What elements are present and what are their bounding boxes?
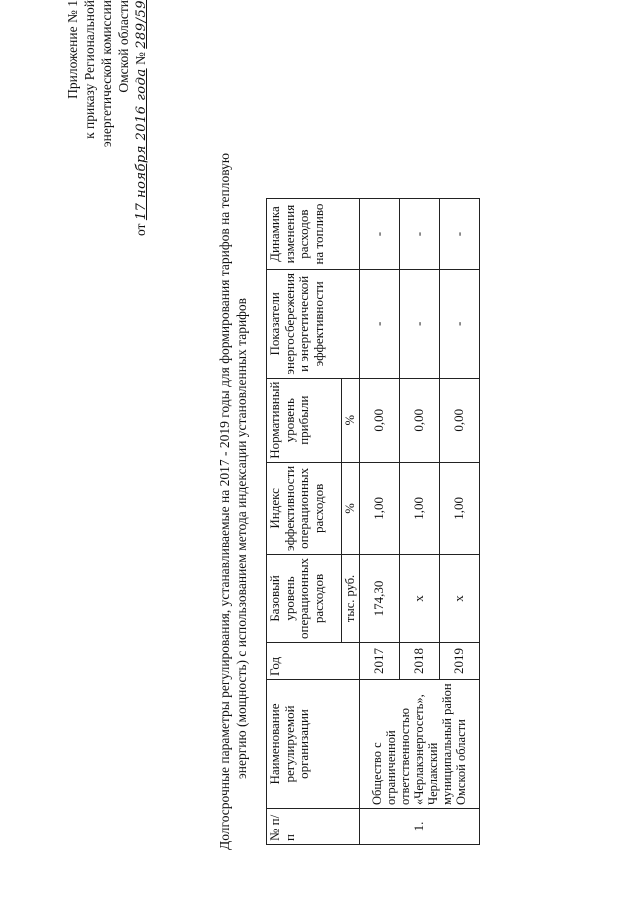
cell-profit: 0,00 — [439, 378, 479, 462]
cell-base: x — [439, 554, 479, 642]
cell-base: 174,30 — [359, 554, 399, 642]
cell-dynamics: - — [439, 199, 479, 270]
cell-index: 1,00 — [399, 462, 439, 554]
unit-index: % — [342, 462, 360, 554]
number-prefix: № — [133, 52, 148, 66]
table-header-row — [267, 199, 342, 845]
approval-line-2: к приказу Региональной — [82, 0, 97, 139]
header-base: Базовый уровень операционных расходов — [267, 554, 342, 642]
handwritten-date: 17 ноября 2016 года — [134, 68, 149, 221]
cell-dynamics: - — [399, 199, 439, 270]
title-line-2: энергию (мощность) с использованием метода индексации установленных тарифов — [234, 297, 249, 779]
header-year: Год — [267, 643, 360, 680]
row-number: 1. — [359, 809, 479, 845]
cell-year: 2018 — [399, 643, 439, 680]
approval-line-3: энергетической комиссии — [99, 0, 114, 148]
header-energy: Показатели энергосбережения и энергетической эффективности — [267, 270, 360, 379]
organization-name: Общество с ограниченной ответственностью «Черлакэнергосеть», Черлакский муниципальный район Омской области — [359, 680, 479, 809]
cell-energy: - — [439, 270, 479, 379]
header-profit: Нормативный уровень прибыли — [267, 378, 342, 462]
cell-energy: - — [399, 270, 439, 379]
date-prefix: от — [133, 223, 148, 237]
table-row — [359, 199, 399, 845]
cell-profit: 0,00 — [399, 378, 439, 462]
title-line-1: Долгосрочные параметры регулирования, устанавливаемые на 2017 - 2019 годы для формирования тарифов на тепловую — [217, 152, 232, 850]
cell-year: 2019 — [439, 643, 479, 680]
cell-base: x — [399, 554, 439, 642]
unit-profit: % — [342, 378, 360, 462]
cell-profit: 0,00 — [359, 378, 399, 462]
header-num: № п/п — [267, 809, 360, 845]
cell-year: 2017 — [359, 643, 399, 680]
header-dynamics: Динамика изменения расходов на топливо — [267, 199, 360, 270]
approval-date-line — [132, 0, 150, 300]
parameters-table — [266, 198, 480, 845]
document-title — [216, 0, 250, 905]
approval-line-4: Омской области — [116, 0, 131, 93]
header-name: Наименование регулируемой организации — [267, 680, 360, 809]
approval-line-1: Приложение № 1 — [65, 0, 80, 99]
cell-index: 1,00 — [359, 462, 399, 554]
cell-index: 1,00 — [439, 462, 479, 554]
approval-block — [64, 0, 150, 300]
cell-dynamics: - — [359, 199, 399, 270]
unit-base: тыс. руб. — [342, 554, 360, 642]
cell-energy: - — [359, 270, 399, 379]
header-index: Индекс эффективности операционных расходов — [267, 462, 342, 554]
handwritten-number: 289/59 — [134, 0, 149, 49]
